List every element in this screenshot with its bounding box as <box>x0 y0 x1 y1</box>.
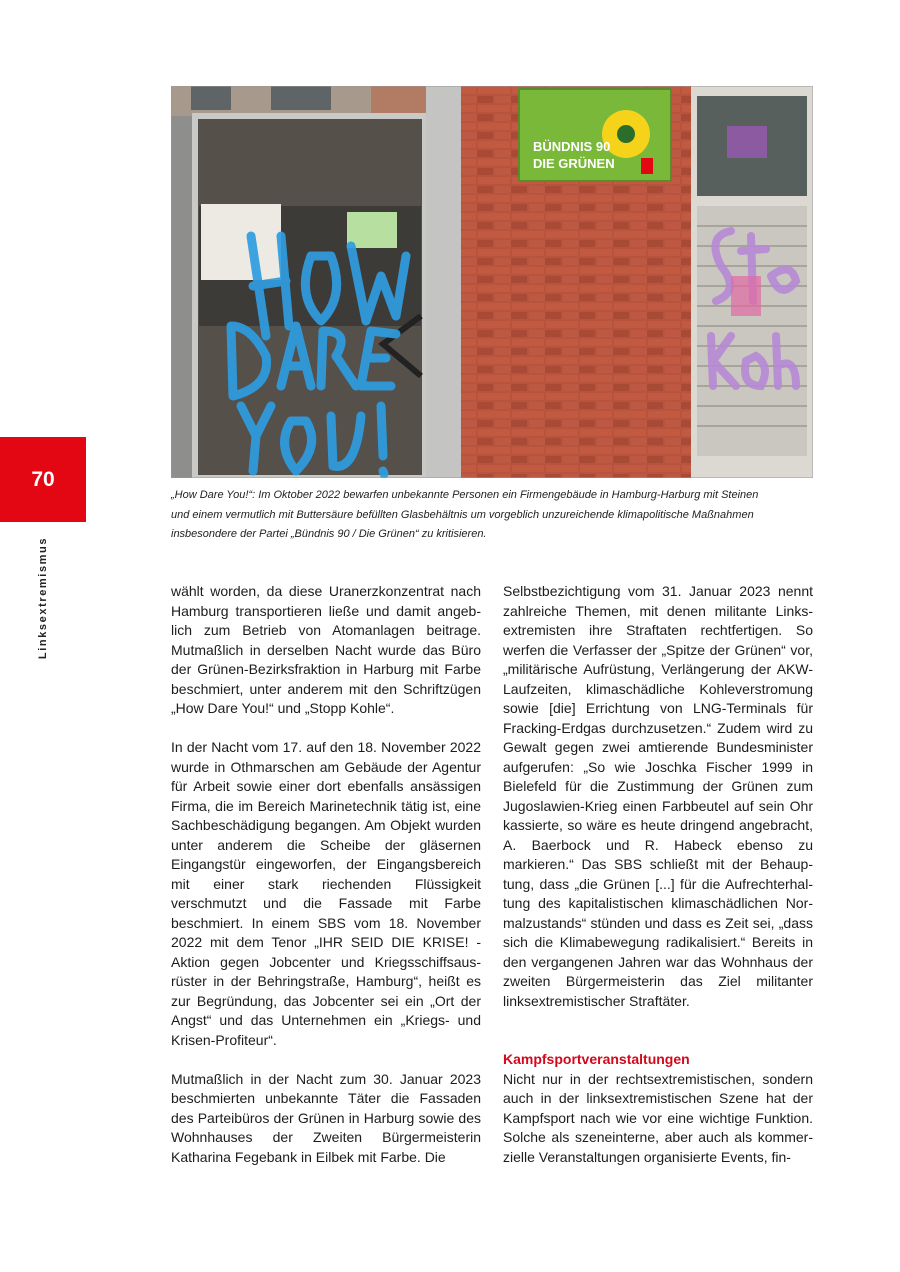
page-number: 70 <box>31 467 55 491</box>
paragraph: In der Nacht vom 17. auf den 18. November 2022 wurde in Othmarschen am Gebäude der Agentur für Arbeit sowie einer dort ebenfalls ansässigen Firma, die im Bereich Marinetechnik tätig ist, eine Sachbeschädigung begangen. Am Objekt wurden unter anderem die Scheibe der gläsernen Eingangstür eingeworfen, der Eingangsbereich mit einer stark riechenden Flüssigkeit verschmutzt und die Fassade mit Farbe beschmiert. In einem SBS vom 18. November 2022 mit dem Tenor „IHR SEID DIE KRISE! - Aktion gegen Jobcenter und Kriegsschiffsausrüster in der Behringstraße, Hamburg“, heißt es zur Begründung, das Jobcenter sei ein „Ort der Angst“ und das Unternehmen ein „Kriegs- und Krisen-Profiteur“. <box>171 739 481 1048</box>
caption-line: „How Dare You!“: Im Oktober 2022 bewarfen unbekannte Personen ein Firmengebäude in Hamburg-Harburg mit Steinen <box>171 489 759 501</box>
paragraph: Mutmaßlich in der Nacht zum 30. Januar 2023 beschmierten unbekannte Täter die Fassaden des Parteibüros der Grünen in Harburg sowie des Wohnhauses der Zweiten Bürgermeisterin Katharina Fegebank in Eilbek mit Farbe. Die <box>171 1070 481 1165</box>
caption-line: und einem vermutlich mit Buttersäure befüllten Glasbehältnis um vorgeblich unzureichende klimapolitische Maßnahmen <box>171 508 754 521</box>
figure-caption <box>171 486 813 545</box>
article-photo <box>171 86 813 478</box>
section-heading: Kampfsportveranstaltungen <box>503 1051 690 1067</box>
paragraph: wählt worden, da diese Uranerzkonzentrat nach Hamburg transportieren ließe und damit angeblich zum Betrieb von Atomanlagen beitrage. Mutmaßlich in derselben Nacht wurde das Büro der Grünen-Bezirksfraktion in Harburg mit Farbe beschmiert, unter anderem mit den Schriftzügen „How Dare You!“ und „Stopp Kohle“. <box>171 583 481 716</box>
page-number-tab <box>0 437 86 522</box>
paragraph: Selbstbezichtigung vom 31. Januar 2023 nennt zahlreiche Themen, mit denen militante Linksextremisten ihre Straftaten rechtfertigen. So werfen die Verfasser der „Spitze der Grünen“ vor, „militärische Aufrüstung, Verlängerung der AKW-Laufzeiten, klimaschädliche Kohleverstromung sowie [die] Errichtung von LNG-Terminals für Fracking-Erdgas durchzusetzen.“ Zudem wird zu Gewalt gegen zwei amtierende Bundesminister aufgerufen: „So wie Joschka Fischer 1999 in Bielefeld für die Zustimmung der Grünen zum Jugoslawien-Krieg einen Farbbeutel auf sein Ohr kassierte, so wäre es heute dringend angebracht, A. Baerbock und R. Habeck ebenso zu markieren.“ Das SBS schließt mit der Behauptung, dass „die Grünen [...] für die Aufrechterhaltung des kapitalistischen klimaschädlichen Normalzustands“ stünden und dass es Zeit sei, „dass sich die Klimabewegung radikalisiert.“ Bereits in den vergangenen Jahren war das Wohnhaus der zweiten Bürgermeisterin das Ziel militanter linksextremistischer Straftäter. <box>503 583 813 1009</box>
left-column <box>171 582 481 1167</box>
sign-text-2: DIE GRÜNEN <box>533 156 615 171</box>
paragraph: Nicht nur in der rechtsextremistischen, sondern auch in der linksextremistischen Szene hat der Kampfsport nach wie vor eine wichtige Funktion. Solche als szeneinterne, aber auch als kommerzielle Veranstaltungen organisierte Events, fin- <box>503 1070 813 1165</box>
caption-line: insbesondere der Partei „Bündnis 90 / Die Grünen“ zu kritisieren. <box>171 528 487 540</box>
section-label-text: Linksextremismus <box>37 536 49 660</box>
right-column <box>503 582 813 1167</box>
party-sign <box>519 89 671 181</box>
poster-notice <box>201 204 281 280</box>
sign-text-1: BÜNDNIS 90 <box>533 139 611 154</box>
